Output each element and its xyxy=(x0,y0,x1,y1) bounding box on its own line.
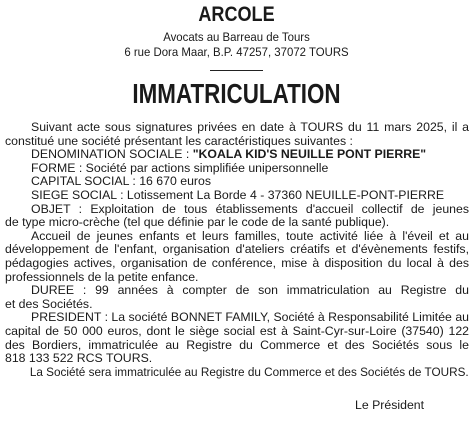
body-line: Accueil de jeunes enfants et leurs familles, toute activité liée à l'éveil et au xyxy=(31,229,469,243)
section-title: IMMATRICULATION xyxy=(132,78,341,109)
firm-name: ARCOLE xyxy=(198,3,275,26)
firm-address: 6 rue Dora Maar, B.P. 47257, 37072 TOURS xyxy=(124,45,349,59)
firm-bar: Avocats au Barreau de Tours xyxy=(163,30,310,44)
body-line: OBJET : Exploitation de tous établissements d'accueil collectif de jeunes xyxy=(31,202,469,216)
body-line: et des Sociétés. xyxy=(5,296,93,311)
body-line: 818 133 522 RCS TOURS. xyxy=(5,351,153,366)
denomination-line xyxy=(5,148,469,162)
body-line: Suivant acte sous signatures privées en date à TOURS du 11 mars 2025, il a xyxy=(31,121,469,134)
body-line: professionnels de la petite enfance. xyxy=(5,269,199,284)
denomination-label: DENOMINATION SOCIALE : xyxy=(31,147,193,162)
body-line: développement de l'enfant, organisation d'ateliers créatifs et d'évènements festifs, xyxy=(5,243,469,257)
body-line: DUREE : 99 années à compter de son immatriculation au Registre du xyxy=(31,284,469,298)
notice-body xyxy=(5,121,469,379)
body-line: PRESIDENT : La société BONNET FAMILY, Société à Responsabilité Limitée au xyxy=(31,311,469,325)
divider xyxy=(210,70,263,71)
body-line: FORME : Société par actions simplifiée unipersonnelle xyxy=(31,160,329,175)
body-line: La Société sera immatriculée au Registre du Commerce et des Sociétés de TOURS. xyxy=(29,364,469,379)
body-line: CAPITAL SOCIAL : 16 670 euros xyxy=(31,174,211,189)
body-line: pédagogies actives, organisation de conférence, mise à disposition du local à des xyxy=(5,256,469,270)
body-line: SIEGE SOCIAL : Lotissement La Borde 4 - 37360 NEUILLE-PONT-PIERRE xyxy=(31,187,445,202)
body-line: des Bordiers, immatriculée au Registre du Commerce et des Sociétés sous le xyxy=(5,338,469,352)
body-line: constitué une société présentant les caractéristiques suivantes : xyxy=(5,133,353,148)
company-name: "KOALA KID'S NEUILLE PONT PIERRE" xyxy=(192,147,427,162)
body-line: de type micro-crèche (tel que définie par le code de la santé publique). xyxy=(5,215,390,230)
signature: Le Président xyxy=(355,398,425,412)
body-line: capital de 50 000 euros, dont le siège social est à Saint-Cyr-sur-Loire (37540) 122 xyxy=(5,324,469,338)
